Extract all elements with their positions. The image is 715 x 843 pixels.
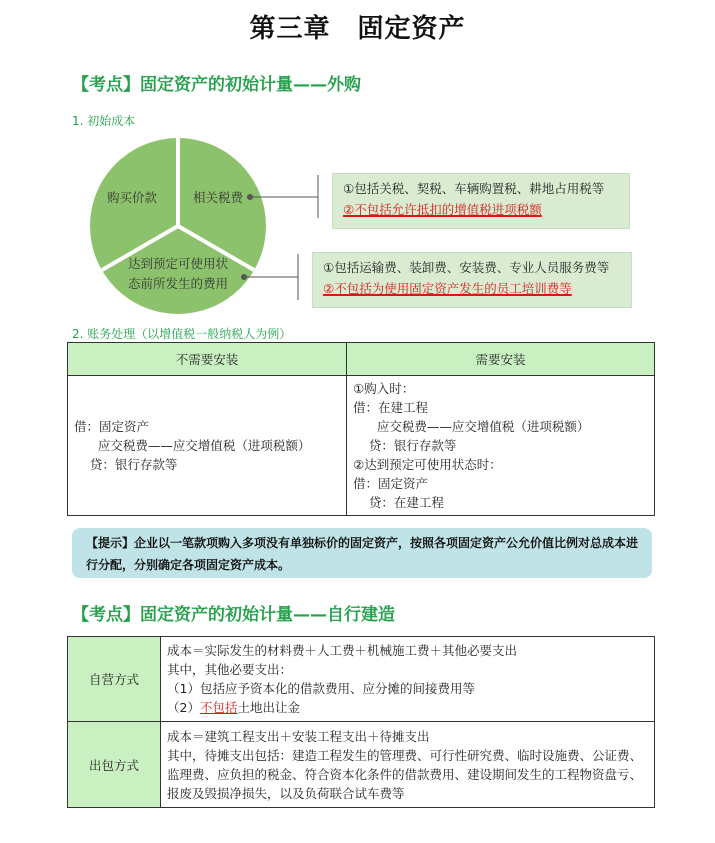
subheading-initial-cost: 1. 初始成本: [72, 114, 136, 128]
slice-tax-label: 相关税费: [192, 190, 244, 205]
other-cost-note-box: [312, 252, 632, 308]
exclude-highlight: 不包括: [199, 700, 238, 715]
tax-note-exclude: ②不包括允许抵扣的增值税进项税额: [343, 202, 542, 217]
tip-box: 【提示】企业以一笔款项购入多项没有单独标价的固定资产，按照各项固定资产公允价值比例对总成本进行分配，分别确定各项固定资产成本。: [72, 528, 652, 578]
header-install: 需要安装: [347, 343, 655, 376]
section-heading-purchase: 【考点】固定资产的初始计量——外购: [72, 75, 361, 95]
chapter-title: 第三章 固定资产: [249, 14, 466, 44]
entry-line: ②达到预定可使用状态时：: [353, 457, 502, 472]
other-note-include: ①包括运输费、装卸费、安装费、专业人员服务费等: [323, 260, 610, 275]
entry-line: 贷：银行存款等: [353, 438, 457, 453]
content-line: 其中，待摊支出包括：建造工程发生的管理费、可行性研究费、临时设施费、公证费、: [167, 747, 643, 763]
content-line: 成本＝建筑工程支出＋安装工程支出＋待摊支出: [167, 728, 430, 744]
content-line: [167, 698, 648, 717]
subheading-accounting: 2. 账务处理（以增值税一般纳税人为例）: [72, 327, 292, 341]
self-built-table: [67, 636, 655, 808]
tax-note-box: [332, 173, 630, 229]
entry-line: ①购入时：: [353, 381, 415, 396]
entry-line: 应交税费——应交增值税（进项税额）: [74, 438, 311, 453]
entry-line: 贷：在建工程: [353, 495, 444, 510]
slice-other-label-line2: 态前所发生的费用: [127, 276, 229, 291]
entry-line: 借：固定资产: [74, 419, 150, 434]
self-operated-content: [161, 637, 655, 722]
accounting-table: [67, 342, 655, 516]
content-line: 监理费、应负担的税金、符合资本化条件的借款费用、建设期间发生的工程物资盘亏、: [167, 766, 643, 782]
header-no-install: 不需要安装: [68, 343, 347, 376]
row-label-self-operated: 自营方式: [68, 637, 161, 722]
install-entries: [347, 376, 655, 516]
entry-line: 借：固定资产: [353, 476, 429, 491]
row-label-contracted: 出包方式: [68, 722, 161, 808]
contracted-content: [161, 722, 655, 808]
slice-other-label-line1: 达到预定可使用状: [127, 256, 229, 271]
content-line: 成本＝实际发生的材料费＋人工费＋机械施工费＋其他必要支出: [167, 643, 518, 658]
entry-line: 贷：银行存款等: [74, 457, 178, 472]
slice-purchase-label: 购买价款: [106, 190, 158, 205]
entry-line: 应交税费——应交增值税（进项税额）: [353, 419, 590, 434]
content-prefix: （2）: [167, 700, 200, 715]
no-install-entries: [68, 376, 347, 516]
tax-note-include: ①包括关税、契税、车辆购置税、耕地占用税等: [343, 181, 605, 196]
content-line: 其中，其他必要支出：: [167, 662, 293, 677]
entry-line: 借：在建工程: [353, 400, 429, 415]
other-note-exclude: ②不包括为使用固定资产发生的员工培训费等: [323, 281, 572, 296]
content-suffix: 土地出让金: [237, 700, 300, 715]
content-line: （1）包括应予资本化的借款费用、应分摊的间接费用等: [167, 681, 475, 696]
content-line: 报废及毁损净损失，以及负荷联合试车费等: [167, 785, 405, 801]
section-heading-self-built: 【考点】固定资产的初始计量——自行建造: [72, 605, 395, 625]
